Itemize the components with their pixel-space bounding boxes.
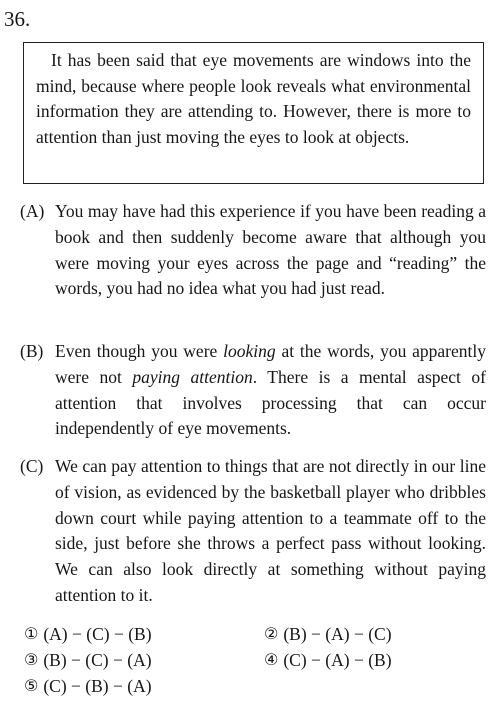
answer-choice-2[interactable] bbox=[264, 622, 392, 647]
paragraph-a-label: (A) bbox=[20, 201, 45, 221]
paragraph-c-label: (C) bbox=[20, 456, 44, 476]
paragraph-a bbox=[20, 199, 486, 302]
paragraph-b-segment: . There is a mental aspect of attention that involves processing that can occur independently of eye movements. bbox=[55, 366, 486, 439]
paragraph-b-italic-segment: looking bbox=[223, 341, 276, 361]
answer-choice-5[interactable] bbox=[24, 674, 152, 699]
choice-5-marker: ⑤ bbox=[24, 676, 39, 695]
choice-2-text: (B) − (A) − (C) bbox=[283, 624, 392, 644]
paragraph-c-segment: We can pay attention to things that are not directly in our line of vision, as evidenced by the basketball player who dribbles down court while paying attention to a teammate off to the side, just before she throws a perfect pass without looking. We can also look directly at something without paying attention to it. bbox=[55, 456, 486, 605]
answer-choice-4[interactable] bbox=[264, 648, 392, 673]
choice-4-text: (C) − (A) − (B) bbox=[283, 650, 392, 670]
choice-5-text: (C) − (B) − (A) bbox=[43, 676, 152, 696]
paragraph-a-text bbox=[55, 199, 486, 302]
given-passage-text: It has been said that eye movements are windows into the mind, because where people look reveals what environmental information they are attending to. However, there is more to attention than just moving the eyes to look at objects. bbox=[36, 50, 471, 147]
choice-1-marker: ① bbox=[24, 624, 39, 643]
paragraph-c bbox=[20, 454, 486, 609]
paragraph-b-segment: at the words, you apparently were not bbox=[55, 341, 487, 387]
given-passage-box bbox=[23, 42, 484, 184]
answer-choice-3[interactable] bbox=[24, 648, 152, 673]
choice-2-marker: ② bbox=[264, 624, 279, 643]
choice-3-marker: ③ bbox=[24, 650, 39, 669]
question-number: 36. bbox=[4, 7, 31, 31]
choice-3-text: (B) − (C) − (A) bbox=[43, 650, 152, 670]
choice-4-marker: ④ bbox=[264, 650, 279, 669]
answer-choice-1[interactable] bbox=[24, 622, 152, 647]
paragraph-b bbox=[20, 339, 486, 442]
paragraph-b-label: (B) bbox=[20, 341, 44, 361]
choice-1-text: (A) − (C) − (B) bbox=[43, 624, 152, 644]
paragraph-c-text bbox=[55, 454, 486, 609]
paragraph-b-text bbox=[55, 339, 486, 442]
paragraph-b-segment: Even though you were bbox=[55, 341, 224, 361]
paragraph-b-italic-segment: paying attention bbox=[132, 366, 253, 387]
paragraph-a-segment: You may have had this experience if you have been reading a book and then suddenly become aware that although you were moving your eyes across the page and “reading” the words, you had no idea what you had just read. bbox=[55, 201, 486, 299]
